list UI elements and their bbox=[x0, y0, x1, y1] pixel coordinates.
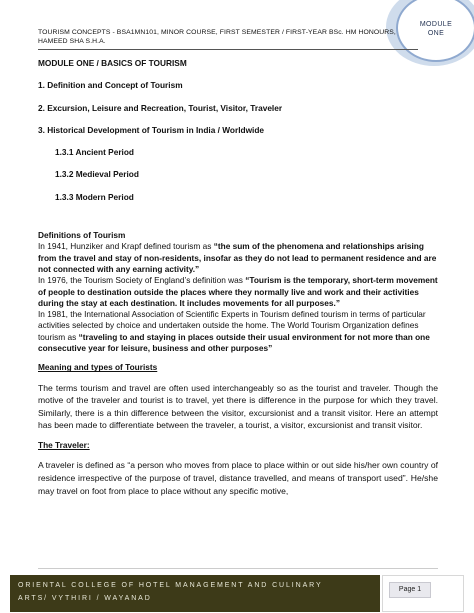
page-footer bbox=[0, 570, 474, 613]
badge-line1: MODULE bbox=[419, 21, 453, 28]
definition-2-intro: In 1976, the Tourism Society of England’s definition was bbox=[38, 275, 246, 286]
header-divider bbox=[38, 49, 418, 50]
definition-3-intro: In 1981, the International Association of Scientific Experts in Tourism defined tourism in terms of particular activities selected by choice and undertaken outside the home. The World Tourism Organization defines tourism as bbox=[38, 309, 426, 342]
toc-item-3: 3. Historical Development of Tourism in India / Worldwide bbox=[38, 124, 265, 135]
page-number: Page 1 bbox=[389, 582, 431, 598]
page-header: TOURISM CONCEPTS - BSA1MN101, MINOR COURSE, FIRST SEMESTER / FIRST-YEAR BSc. HM HONOURS, HAMEED SHA S.H.A. bbox=[38, 29, 396, 45]
definition-3-quote: “traveling to and staying in places outside their usual environment for not more than one consecutive year for leisure, business and other purposes” bbox=[38, 331, 430, 354]
footer-line-1: ORIENTAL COLLEGE OF HOTEL MANAGEMENT AND CULINARY bbox=[18, 582, 323, 589]
definition-paragraph-1 bbox=[38, 241, 438, 275]
meaning-heading: Meaning and types of Tourists bbox=[38, 362, 158, 373]
document-body bbox=[38, 58, 438, 497]
subtoc-item-1: 1.3.1 Ancient Period bbox=[55, 147, 134, 158]
definition-1-intro: In 1941, Hunziker and Krapf defined tourism as bbox=[38, 241, 214, 252]
badge-line2: ONE bbox=[427, 30, 445, 37]
definition-paragraph-3 bbox=[38, 309, 438, 354]
traveler-paragraph: A traveler is defined as “a person who moves from place to place within or out side his/her own country of residence irrespective of the purpose of travel, distance travelled, and means of transport used”. He/she may travel on foot from place to place without any specific motive, bbox=[38, 460, 438, 496]
subtoc-item-3: 1.3.3 Modern Period bbox=[55, 191, 134, 202]
definition-paragraph-2 bbox=[38, 275, 438, 309]
definition-2-quote: “Tourism is the temporary, short-term movement of people to destination outside the places where they normally live and work and their activities during the stay at each destination. It includes movements for all purposes.” bbox=[38, 275, 438, 308]
toc-item-2: 2. Excursion, Leisure and Recreation, Tourist, Visitor, Traveler bbox=[38, 102, 283, 113]
traveler-heading: The Traveler: bbox=[38, 440, 90, 451]
module-title: MODULE ONE / BASICS OF TOURISM bbox=[38, 58, 187, 68]
definition-1-quote: “the sum of the phenomena and relationships arising from the travel and stay of non-residents, insofar as they do not lead to permanent residence and are not connected with any earning activity.” bbox=[38, 241, 437, 274]
footer-page-box bbox=[382, 575, 464, 612]
subtoc-item-2: 1.3.2 Medieval Period bbox=[55, 169, 139, 180]
toc-item-1: 1. Definition and Concept of Tourism bbox=[38, 80, 183, 91]
footer-divider bbox=[38, 568, 438, 569]
footer-college-band bbox=[10, 575, 380, 612]
footer-line-2: ARTS/ VYTHIRI / WAYANAD bbox=[18, 595, 152, 602]
meaning-paragraph: The terms tourism and travel are often used interchangeably so as the tourist and traveler. Though the motive of the traveler and tourist is to travel, yet there is difference in the purpose for which they travel. Similarly, there is a thin difference between the visitor, excursionist and a transit visitor. Here an attempt has been made to differentiate between the traveler, a tourist, a visitor, excursionist and transit visitor. bbox=[38, 382, 438, 431]
definitions-heading: Definitions of Tourism bbox=[38, 230, 126, 241]
